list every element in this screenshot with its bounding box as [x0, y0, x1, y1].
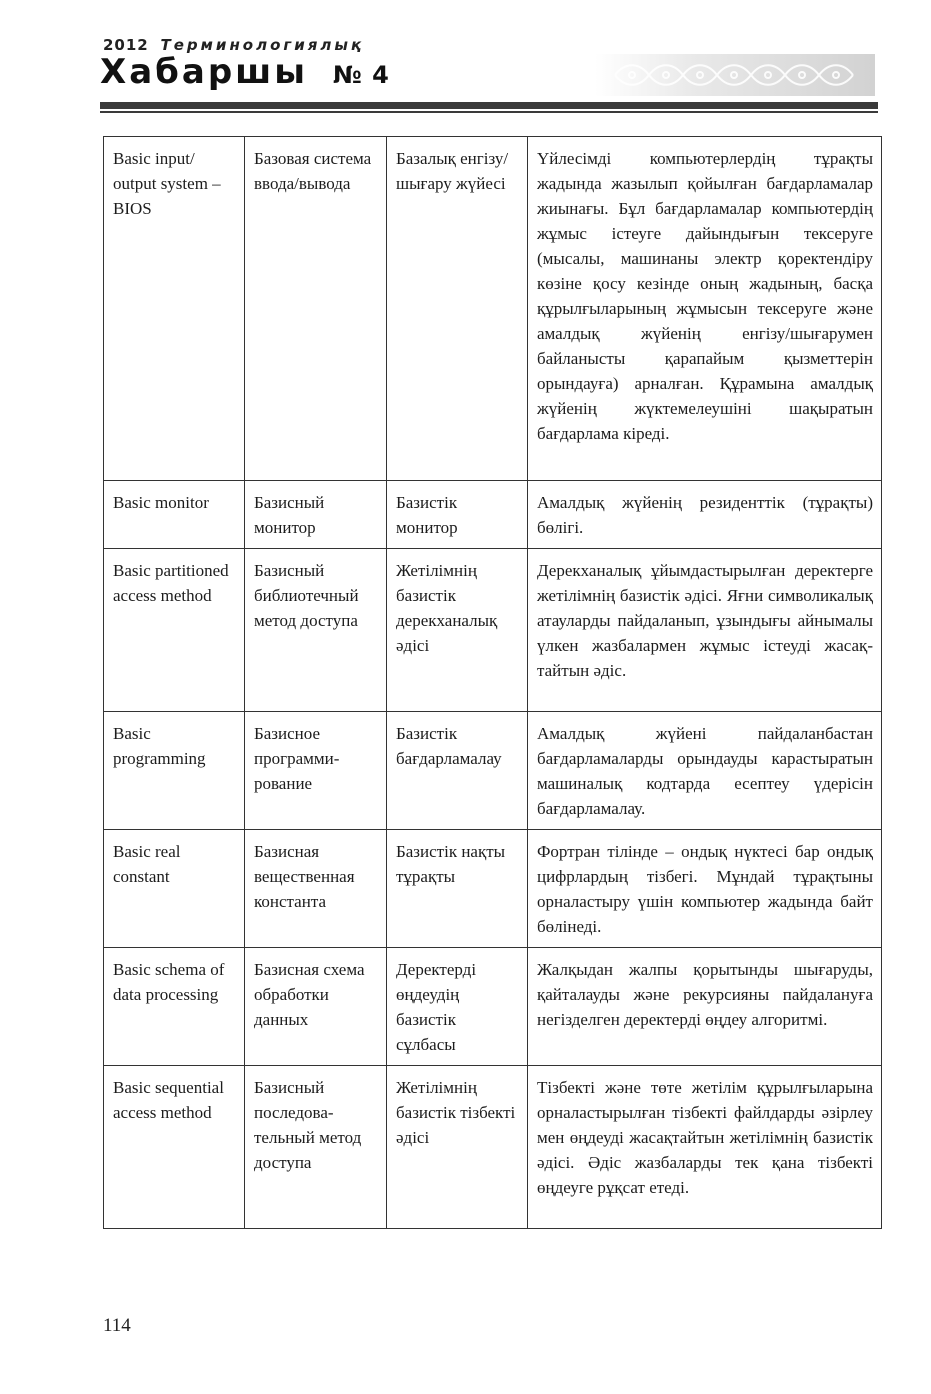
- header-rule-thick: [100, 102, 878, 109]
- issue-number: № 4: [332, 61, 390, 89]
- term-kazakh: Базистік монитор: [387, 481, 528, 549]
- term-english: Basic monitor: [104, 481, 245, 549]
- table-row: [104, 948, 882, 1066]
- header-rule-thin: [100, 111, 878, 113]
- term-russian: Базовая система ввода/вывода: [245, 137, 387, 481]
- page-header: [0, 0, 931, 125]
- term-russian: Базисный последовательный метод доступа: [245, 1066, 387, 1229]
- table-row: [104, 549, 882, 712]
- term-russian: Базисная схема обработки данных: [245, 948, 387, 1066]
- term-definition: Амалдық жүйенің резиденттік (тұрақты) бөлігі.: [528, 481, 882, 549]
- table-row: [104, 1066, 882, 1229]
- page-number: 114: [103, 1315, 131, 1336]
- term-definition: Тізбекті және төте жетілім құрылғыларына орналастырылған тізбекті файлдарды әзірлеу мен өңдеуді жасақтайтын жетілімнің базистік әдісі. Әдіс жазбаларды тек қана тізбекті өңдеуге рұқсат етеді.: [528, 1066, 882, 1229]
- term-kazakh: Базистік нақты тұрақты: [387, 830, 528, 948]
- term-kazakh: Базалық енгізу/ шығару жүйесі: [387, 137, 528, 481]
- table-row: [104, 481, 882, 549]
- term-kazakh: Базистік бағдарламалау: [387, 712, 528, 830]
- term-english: Basic real constant: [104, 830, 245, 948]
- term-russian: Базисный библиотечный метод доступа: [245, 549, 387, 712]
- term-english: Basic programming: [104, 712, 245, 830]
- term-russian: Базисное программирование: [245, 712, 387, 830]
- term-english: Basic schema of data processing: [104, 948, 245, 1066]
- magazine-title-line: [100, 52, 390, 92]
- magazine-title: Хабаршы: [100, 52, 309, 92]
- table-row: [104, 830, 882, 948]
- term-kazakh: Деректерді өңдеудің базистік сұлбасы: [387, 948, 528, 1066]
- terms-table: [103, 136, 882, 1229]
- magazine-subtitle: Терминологиялық: [160, 36, 365, 54]
- term-english: Basic input/ output system – BIOS: [104, 137, 245, 481]
- ornament-band: [595, 54, 875, 96]
- term-kazakh: Жетілімнің базистік тізбекті әдісі: [387, 1066, 528, 1229]
- term-definition: Дерекханалық ұйымдастырылған деректерге жетілімнің базистік әдісі. Яғни символикалық атауларды пайдаланып, ұзындығы айнымалы үлкен жазбалармен жұмыс істеуді жасақтайтын әдіс.: [528, 549, 882, 712]
- term-definition: Үйлесімді компьютерлердің тұрақты жадында жазылып қойылған бағдарламалар жиынағы. Бұл бағдарламалар компьютердің жұмыс істеуге дайындығын тексеруге (мысалы, машинаны электр қоректендіру көзіне қосу кезінде оның жадының, басқа құрылғыларының жұмысын тексеруге және амалдық жүйенің енгізу/шығарумен байланысты қарапайым қызметтерін орындауға) арналған. Құрамына амалдық жүйенің жүктемелеушіні шақыратын бағдарлама кіреді.: [528, 137, 882, 481]
- table-row: [104, 137, 882, 481]
- term-definition: Амалдық жүйені пайдаланбастан бағдарламаларды орындауды карастыратын машиналық кодтарда есептеу үдерісін бағдарламалау.: [528, 712, 882, 830]
- term-english: Basic sequential access method: [104, 1066, 245, 1229]
- term-russian: Базисная вещественная константа: [245, 830, 387, 948]
- table-row: [104, 712, 882, 830]
- term-definition: Фортран тілінде – ондық нүктесі бар ондық цифрлардың тізбегі. Мұндай тұрақтыны орналастыру үшін компьютер жадында байт бөлінеді.: [528, 830, 882, 948]
- term-definition: Жалқыдан жалпы қорытынды шығаруды, қайталауды және рекурсияны пайдалануға негізделген деректерді өңдеу алгоритмі.: [528, 948, 882, 1066]
- term-russian: Базисный монитор: [245, 481, 387, 549]
- header-year: 2012: [103, 36, 149, 54]
- term-kazakh: Жетілімнің базистік дерекханалық әдісі: [387, 549, 528, 712]
- ornament-pattern-icon: [595, 54, 875, 96]
- term-english: Basic partitioned access method: [104, 549, 245, 712]
